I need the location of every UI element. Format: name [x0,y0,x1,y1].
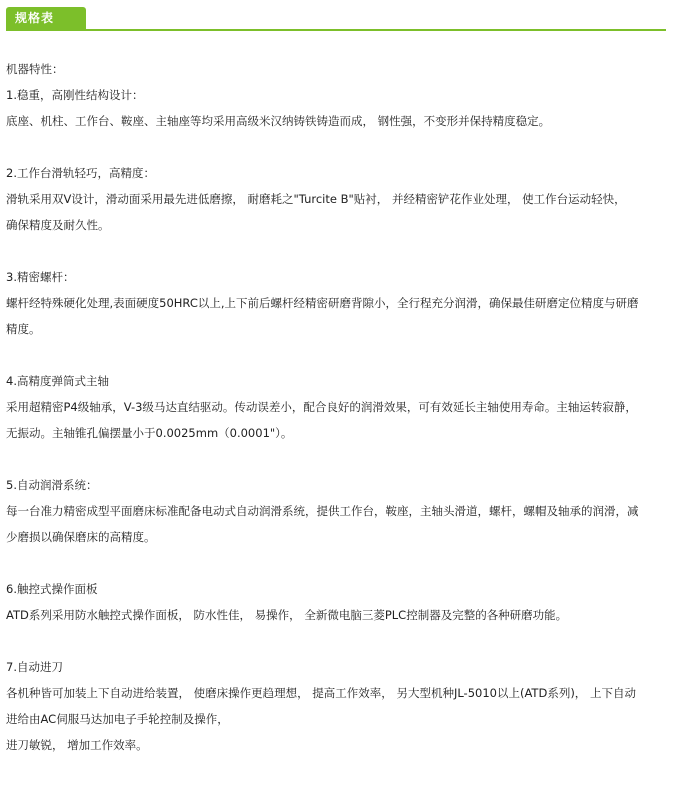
section-header-bar [6,7,666,31]
section-6-line-1: ATD系列采用防水触控式操作面板， 防水性佳， 易操作， 全新微电脑三菱PLC控制器及完整的各种研磨功能。 [6,608,568,622]
section-5-line-2: 少磨损以确保磨床的高精度。 [6,530,156,544]
section-2-heading: 2.工作台滑轨轻巧，高精度： [6,166,155,180]
section-7-line-1: 各机种皆可加装上下自动进给装置， 使磨床操作更趋理想， 提高工作效率， 另大型机种JL-5010以上(ATD系列)， 上下自动 [6,686,636,700]
section-1-heading: 1.稳重，高刚性结构设计： [6,88,144,102]
section-3-line-2: 精度。 [6,322,41,336]
section-4-line-1: 采用超精密P4级轴承，V-3级马达直结驱动。传动误差小，配合良好的润滑效果，可有效延长主轴使用寿命。主轴运转寂静， [6,400,637,414]
intro-text: 机器特性： [6,62,64,76]
section-5-heading: 5.自动润滑系统： [6,478,98,492]
spacer [6,134,666,160]
section-2-line-1: 滑轨采用双V设计，滑动面采用最先进低磨擦， 耐磨耗之"Turcite B"贴衬， 并经精密铲花作业处理， 使工作台运动轻快， [6,192,626,206]
section-3-line-1: 螺杆经特殊硬化处理,表面硬度50HRC以上,上下前后螺杆经精密研磨背隙小，全行程充分润滑，确保最佳研磨定位精度与研磨 [6,296,639,310]
section-1-line-1: 底座、机柱、工作台、鞍座、主轴座等均采用高级米汉纳铸铁铸造而成， 钢性强，不变形并保持精度稳定。 [6,114,551,128]
spacer [6,238,666,264]
spacer [6,342,666,368]
spec-table-tab: 规格表 [6,7,86,29]
spacer [6,446,666,472]
section-7-line-3: 进刀敏锐， 增加工作效率。 [6,738,148,752]
section-7-heading: 7.自动进刀 [6,660,63,674]
section-5-line-1: 每一台准力精密成型平面磨床标准配备电动式自动润滑系统，提供工作台，鞍座，主轴头滑道，螺杆，螺帽及轴承的润滑，减 [6,504,639,518]
section-7-line-2: 进给由AC伺服马达加电子手轮控制及操作， [6,712,229,726]
section-6-heading: 6.触控式操作面板 [6,582,98,596]
section-4-line-2: 无振动。主轴锥孔偏摆量小于0.0025mm（0.0001"）。 [6,426,293,440]
spacer [6,628,666,654]
spec-content [6,56,666,758]
section-2-line-2: 确保精度及耐久性。 [6,218,110,232]
section-4-heading: 4.高精度弹筒式主轴 [6,374,109,388]
spacer [6,550,666,576]
section-3-heading: 3.精密螺杆： [6,270,75,284]
